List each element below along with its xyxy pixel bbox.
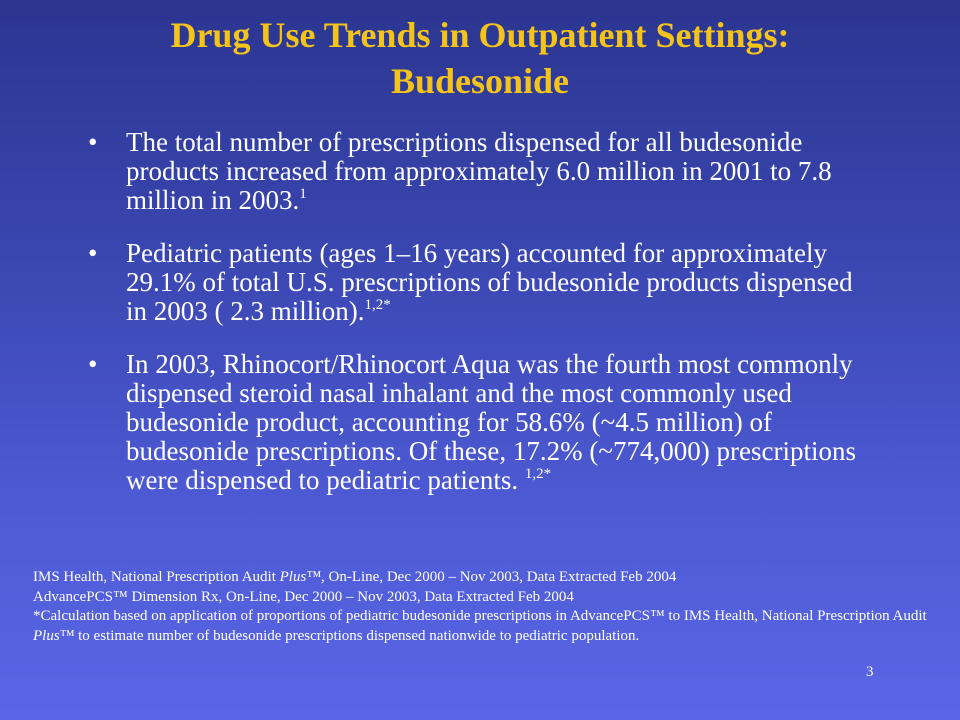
- bullet-dot-icon: •: [88, 238, 98, 268]
- bullet-dot-icon: •: [88, 127, 98, 157]
- bullet-item: [88, 128, 878, 215]
- page-number: 3: [866, 664, 874, 680]
- reference-3: *Calculation based on application of proportions of pediatric budesonide prescriptions in AdvancePCS™ to IMS Health, National Prescription Audit Plus™ to estimate number of budesonide prescriptions dispensed nationwide to pediatric population.: [33, 608, 927, 644]
- footnote-marker: 1,2*: [364, 297, 391, 313]
- bullet-item: [88, 239, 878, 326]
- bullet-list: [88, 128, 878, 495]
- bullet-text: In 2003, Rhinocort/Rhinocort Aqua was the fourth most commonly dispensed steroid nasal inhalant and the most commonly used budesonide product, accounting for 58.6% (~4.5 million) of budesonide prescriptions. Of these, 17.2% (~774,000) prescriptions were dispensed to pediatric patients.: [126, 349, 856, 495]
- reference-2: AdvancePCS™ Dimension Rx, On-Line, Dec 2000 – Nov 2003, Data Extracted Feb 2004: [33, 588, 574, 605]
- bullet-text: The total number of prescriptions dispensed for all budesonide products increased from approximately 6.0 million in 2001 to 7.8 million in 2003.: [126, 127, 832, 215]
- bullet-item: [88, 350, 878, 495]
- references: [33, 568, 948, 646]
- bullet-text: Pediatric patients (ages 1–16 years) accounted for approximately 29.1% of total U.S. prescriptions of budesonide products dispensed in 2003 ( 2.3 million).: [126, 238, 853, 326]
- slide-title: [0, 12, 960, 104]
- footnote-marker: 1: [299, 186, 307, 202]
- title-line-1: Drug Use Trends in Outpatient Settings:: [170, 15, 790, 55]
- reference-1: IMS Health, National Prescription Audit Plus™, On-Line, Dec 2000 – Nov 2003, Data Extracted Feb 2004: [33, 569, 677, 585]
- footnote-marker: 1,2*: [524, 466, 552, 482]
- title-line-2: Budesonide: [390, 61, 570, 101]
- bullet-dot-icon: •: [88, 349, 98, 379]
